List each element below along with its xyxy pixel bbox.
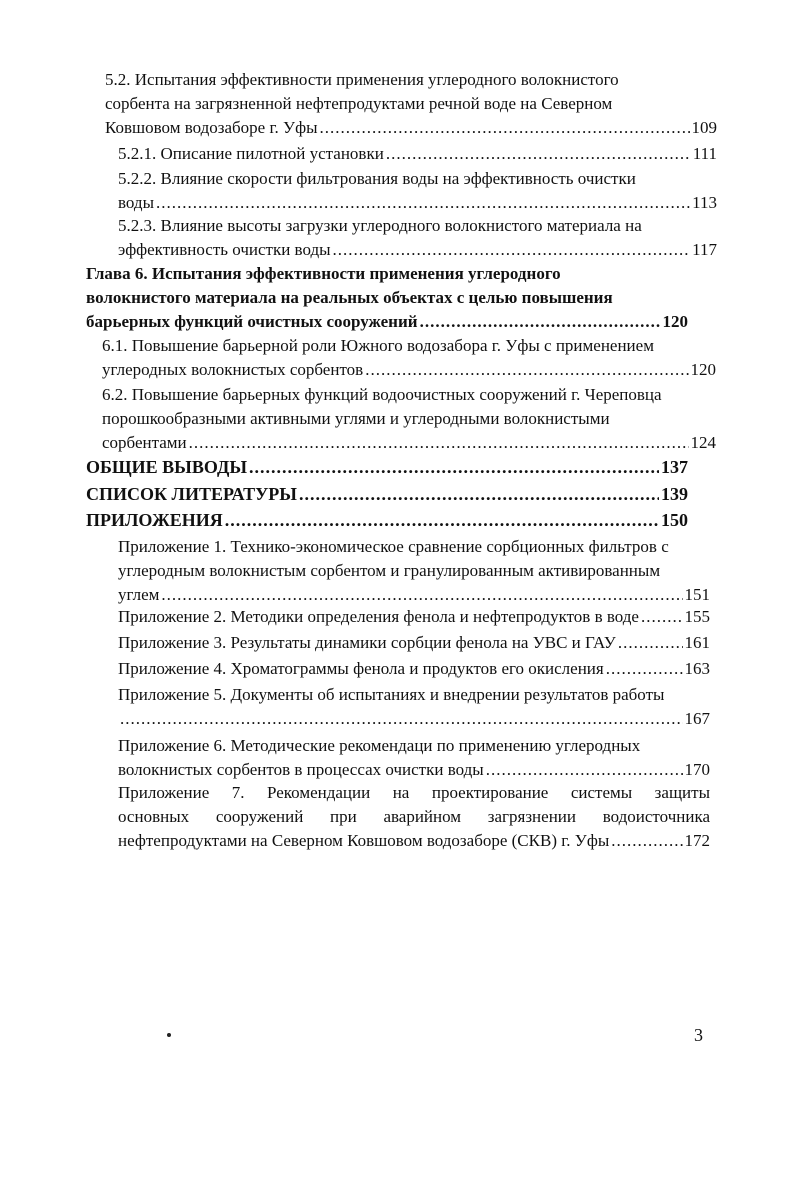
toc-line: Приложение 7. Рекомендации на проектирование системы защиты: [118, 783, 710, 802]
toc-line: основных сооружений при аварийном загрязнении водоисточника: [118, 807, 710, 826]
leader-dots: [365, 358, 688, 382]
toc-line: Приложение 5. Документы об испытаниях и внедрении результатов работы: [118, 685, 665, 704]
toc-entry-appendix-1: [118, 535, 710, 607]
leader-dots: [189, 431, 689, 455]
toc-line: углеродным волокнистым сорбентом и гранулированным активированным: [118, 561, 661, 580]
leader-dots: [606, 657, 683, 681]
toc-page: 120: [690, 360, 716, 379]
leader-dots: [420, 310, 661, 334]
toc-page: 111: [692, 144, 717, 163]
toc-entry-appendix-2: [118, 605, 710, 629]
leader-dots: [320, 116, 690, 140]
toc-page: 161: [684, 633, 710, 652]
leader-dots: [333, 238, 691, 262]
toc-page: 155: [684, 607, 710, 626]
leader-dots: [611, 829, 682, 853]
toc-title: углем: [118, 585, 160, 604]
leader-dots: [618, 631, 683, 655]
toc-title: Приложение 4. Хроматограммы фенола и продуктов его окисления: [118, 659, 604, 678]
toc-title: волокнистых сорбентов в процессах очистки воды: [118, 760, 484, 779]
toc-page: 113: [692, 193, 717, 212]
toc-entry-general-conclusions: [86, 455, 688, 479]
toc-line: Приложение 6. Методические рекомендаци по применению углеродных: [118, 736, 641, 755]
toc-entry-references: [86, 482, 688, 506]
toc-entry-5-2-3: [118, 214, 717, 262]
toc-line: 5.2. Испытания эффективности применения углеродного волокнистого: [105, 70, 619, 89]
toc-entry-5-2-2: [118, 167, 717, 215]
toc-title: СПИСОК ЛИТЕРАТУРЫ: [86, 484, 297, 504]
toc-line: 6.2. Повышение барьерных функций водоочистных сооружений г. Череповца: [102, 385, 662, 404]
toc-page: 163: [684, 659, 710, 678]
page-number: 3: [694, 1025, 703, 1045]
toc-page: 170: [684, 760, 710, 779]
toc-entry-appendices: [86, 508, 688, 532]
toc-title: Приложение 2. Методики определения фенола и нефтепродуктов в воде: [118, 607, 639, 626]
toc-title: барьерных функций очистных сооружений: [86, 312, 418, 331]
toc-page: 120: [662, 312, 688, 331]
scan-speck: [167, 1033, 171, 1037]
toc-line: порошкообразными активными углями и углеродными волокнистыми: [102, 409, 610, 428]
leader-dots: [299, 482, 659, 506]
leader-dots: [120, 707, 683, 731]
toc-page: 151: [684, 585, 710, 604]
toc-title: нефтепродуктами на Северном Ковшовом водозаборе (СКВ) г. Уфы: [118, 831, 610, 850]
toc-title: Приложение 3. Результаты динамики сорбции фенола на УВС и ГАУ: [118, 633, 616, 652]
toc-title: сорбентами: [102, 433, 187, 452]
leader-dots: [161, 583, 682, 607]
toc-entry-chapter-6: [86, 262, 688, 334]
toc-page: 139: [661, 484, 688, 504]
toc-page: 137: [661, 457, 688, 477]
leader-dots: [225, 508, 659, 532]
leader-dots: [386, 142, 691, 166]
toc-title: Ковшовом водозаборе г. Уфы: [105, 118, 318, 137]
toc-page: 167: [684, 709, 710, 728]
toc-entry-appendix-3: [118, 631, 710, 655]
toc-entry-appendix-4: [118, 657, 710, 681]
toc-page: 150: [661, 510, 688, 530]
toc-line: волокнистого материала на реальных объектах с целью повышения: [86, 288, 613, 307]
toc-line: сорбента на загрязненной нефтепродуктами речной воде на Северном: [105, 94, 613, 113]
leader-dots: [249, 455, 659, 479]
toc-line: Глава 6. Испытания эффективности применения углеродного: [86, 264, 561, 283]
toc-line: 5.2.2. Влияние скорости фильтрования воды на эффективность очистки: [118, 169, 636, 188]
leader-dots: [156, 191, 690, 215]
toc-title: ОБЩИЕ ВЫВОДЫ: [86, 457, 248, 477]
toc-page: 124: [690, 433, 716, 452]
toc-entry-appendix-6: [118, 734, 710, 782]
toc-title: эффективность очистки воды: [118, 240, 331, 259]
leader-dots: [486, 758, 683, 782]
toc-page: 117: [692, 240, 717, 259]
toc-entry-appendix-5: [118, 683, 710, 731]
toc-entry-appendix-7: [118, 781, 710, 853]
toc-entry-5-2: [105, 68, 717, 140]
toc-page: 109: [691, 118, 717, 137]
leader-dots: [641, 605, 683, 629]
toc-line: Приложение 1. Технико-экономическое сравнение сорбционных фильтров с: [118, 537, 669, 556]
toc-entry-6-2: [102, 383, 716, 455]
toc-title: углеродных волокнистых сорбентов: [102, 360, 364, 379]
toc-line: 6.1. Повышение барьерной роли Южного водозабора г. Уфы с применением: [102, 336, 654, 355]
toc-title: ПРИЛОЖЕНИЯ: [86, 510, 223, 530]
toc-entry-5-2-1: [118, 142, 717, 166]
toc-entry-6-1: [102, 334, 716, 382]
toc-title: 5.2.1. Описание пилотной установки: [118, 144, 384, 163]
toc-line: 5.2.3. Влияние высоты загрузки углеродного волокнистого материала на: [118, 216, 642, 235]
toc-page: 172: [684, 831, 710, 850]
toc-title: воды: [118, 193, 154, 212]
